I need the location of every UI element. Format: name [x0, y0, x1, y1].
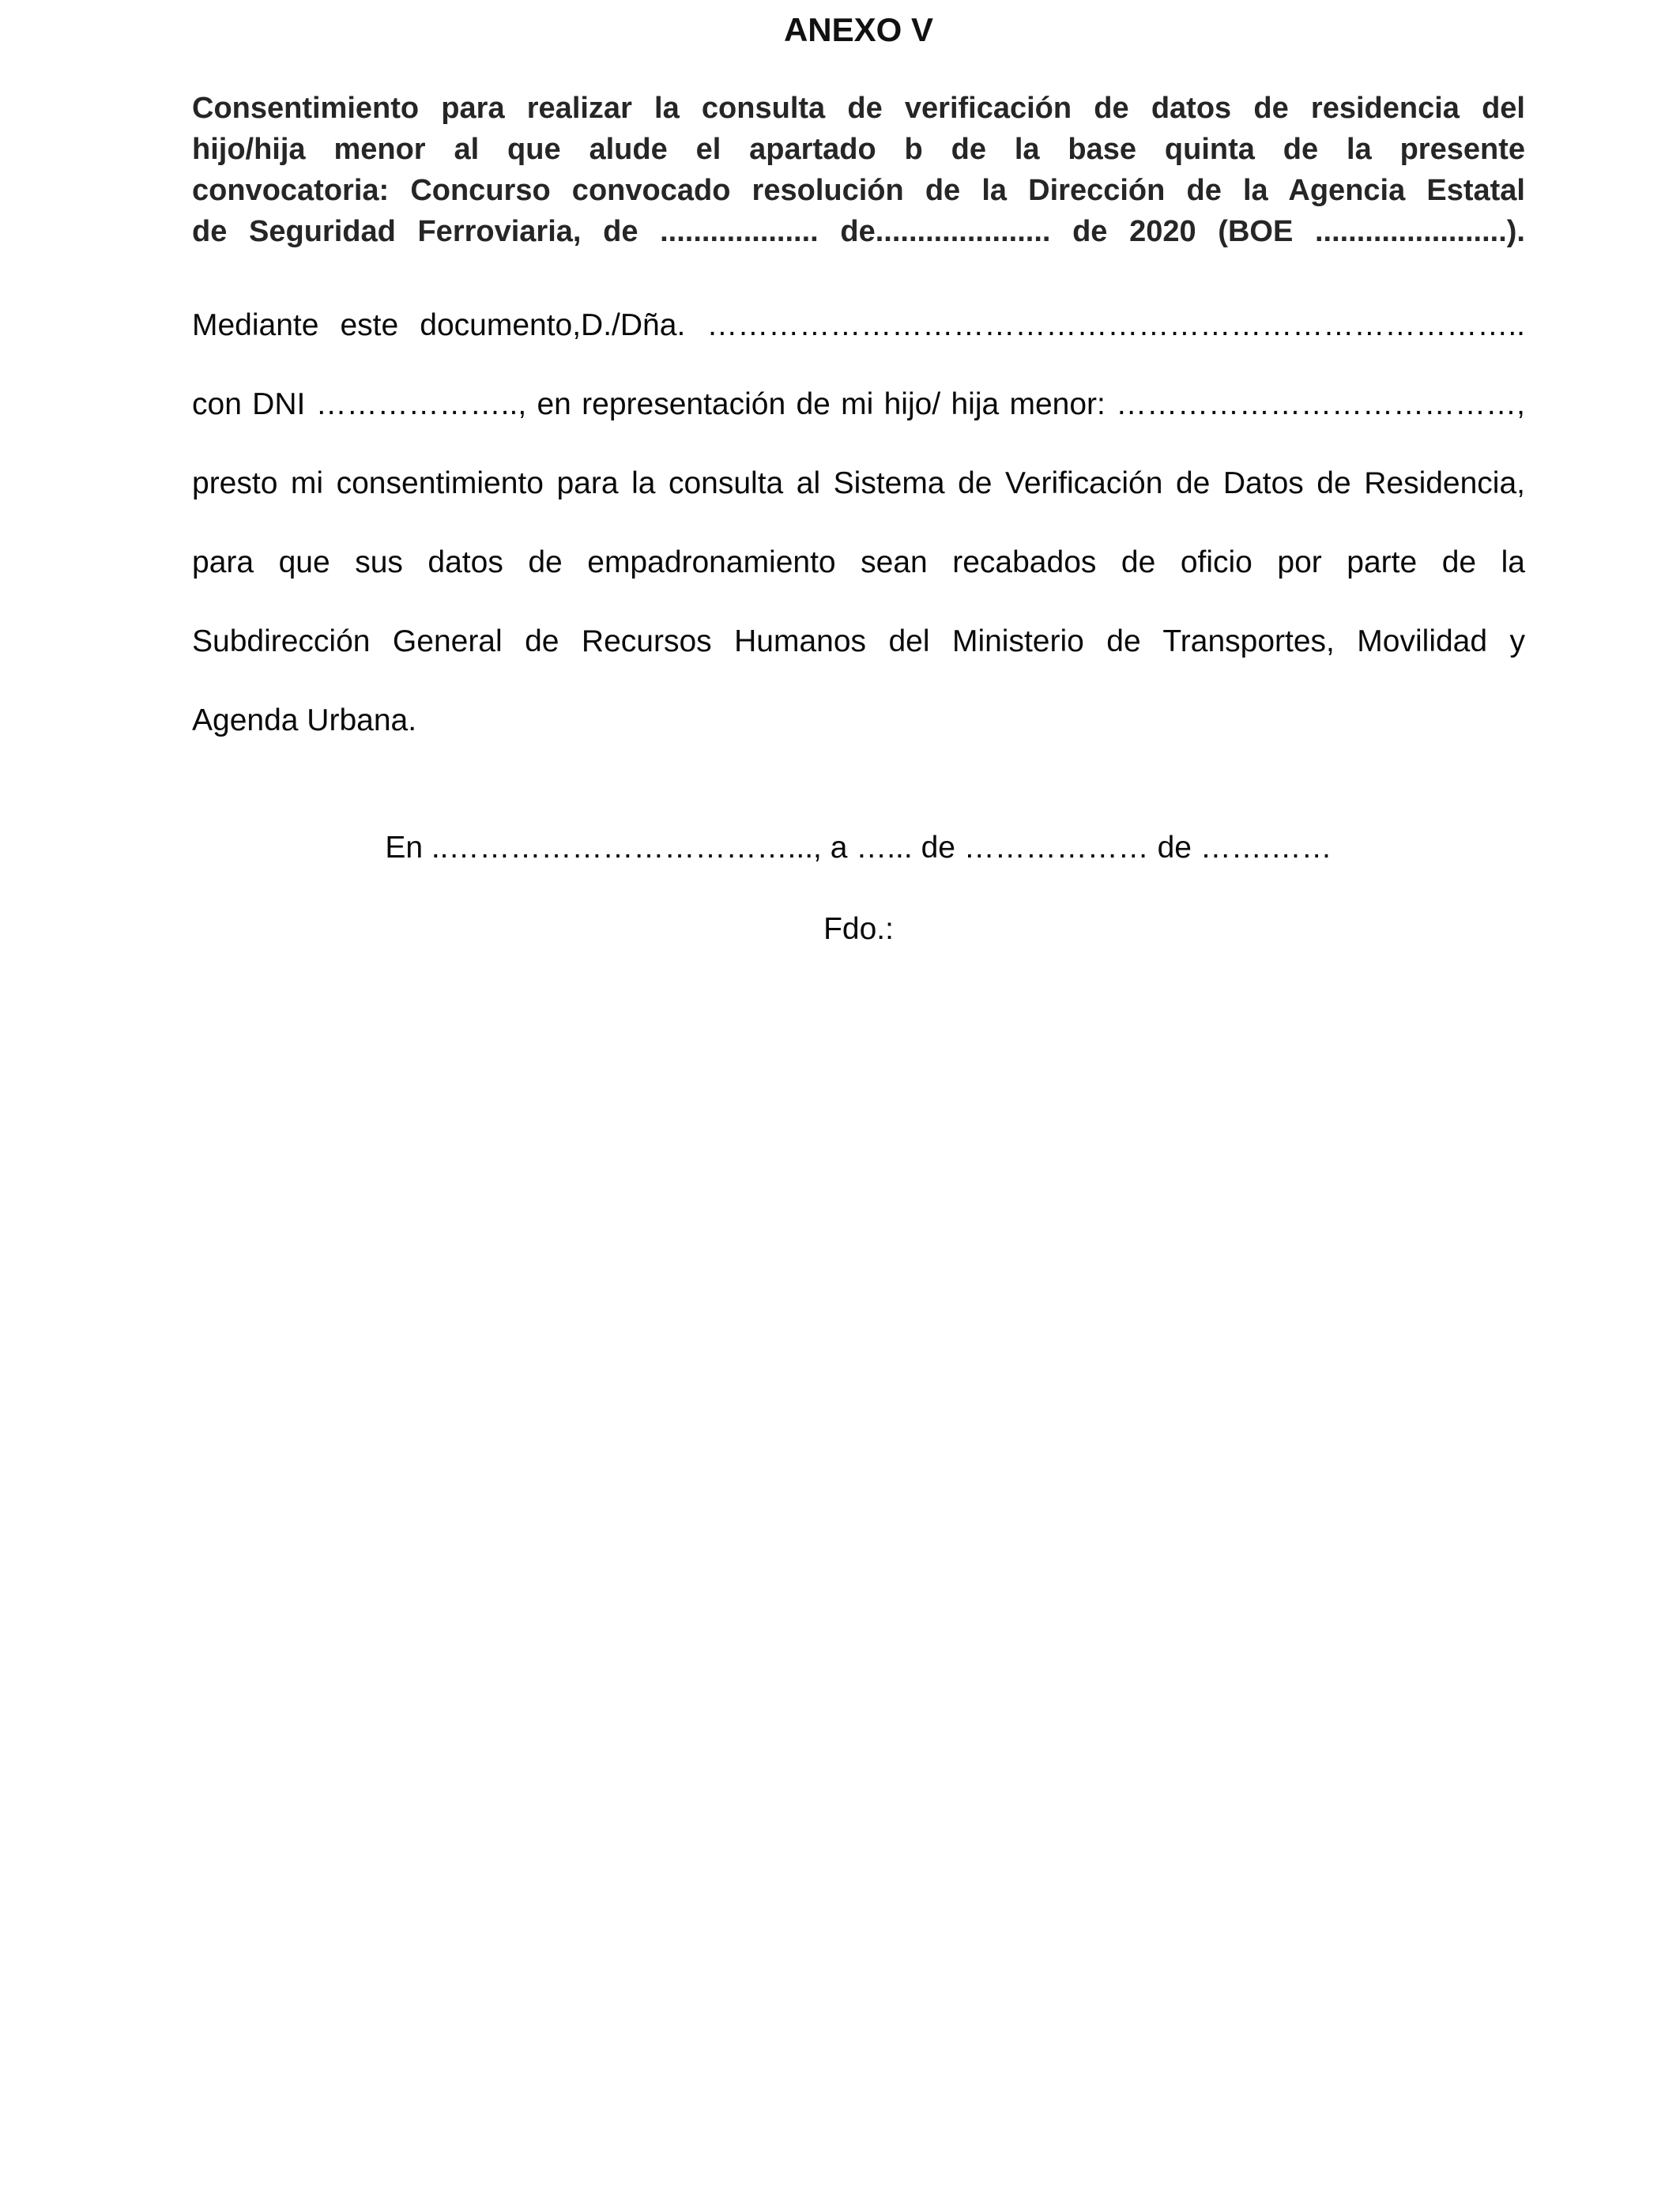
- signature-label: Fdo.:: [823, 912, 894, 946]
- consent-line-3: presto mi consentimiento para la consulta al Sistema de Verificación de Datos de Residencia,: [192, 466, 1525, 500]
- place-date-line: En ..……………………………..., a …... de ……………… de …….……: [385, 831, 1332, 865]
- intro-paragraph: [192, 88, 1525, 252]
- consent-line-1: Mediante este documento,D./Dña. ……………………………………………………………………..: [192, 308, 1525, 342]
- intro-line-1: Consentimiento para realizar la consulta de verificación de datos de residencia del: [192, 92, 1525, 125]
- consent-line-6: Agenda Urbana.: [192, 703, 417, 737]
- consent-paragraph: [192, 286, 1525, 760]
- consent-line-5: Subdirección General de Recursos Humanos del Ministerio de Transportes, Movilidad y: [192, 624, 1525, 658]
- consent-line-4: para que sus datos de empadronamiento sean recabados de oficio por parte de la: [192, 545, 1525, 579]
- intro-line-2: hijo/hija menor al que alude el apartado b de la base quinta de la presente: [192, 133, 1525, 166]
- intro-line-3: convocatoria: Concurso convocado resolución de la Dirección de la Agencia Estatal: [192, 174, 1525, 207]
- page-title: ANEXO V: [783, 11, 934, 48]
- intro-line-4: de Seguridad Ferroviaria, de ................... de..................... de 2020 (BOE .......................).: [192, 215, 1525, 248]
- consent-line-2: con DNI ……………….., en representación de mi hijo/ hija menor: …………………………………,: [192, 387, 1525, 421]
